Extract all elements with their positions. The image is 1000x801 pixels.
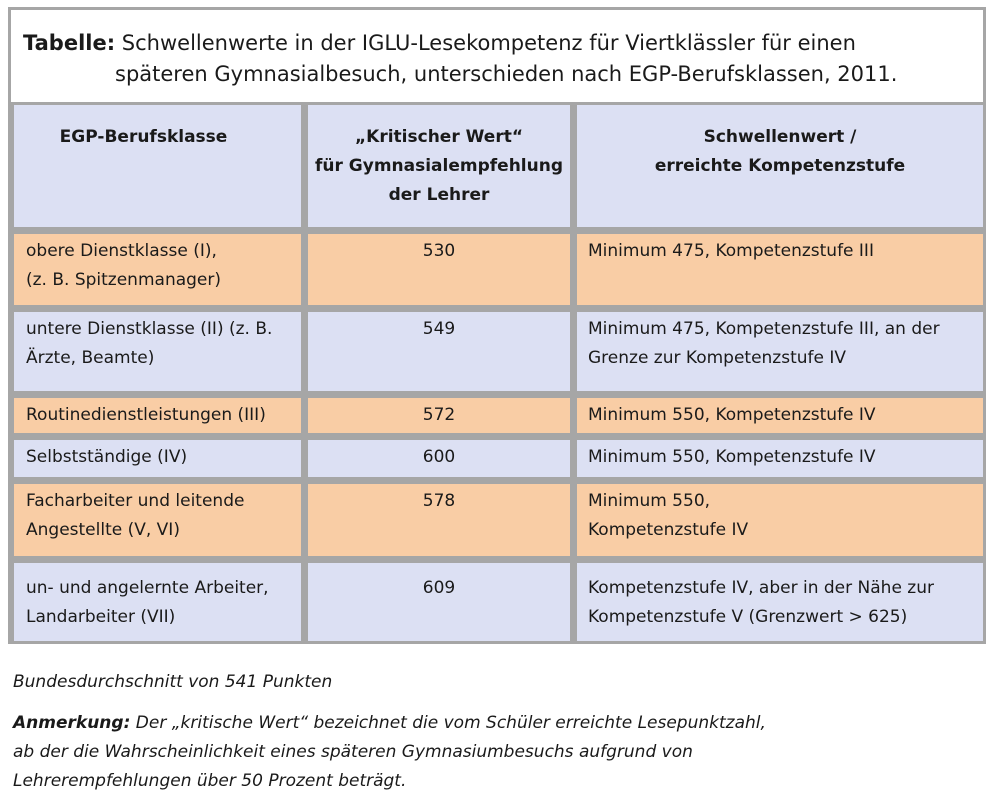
table-row-3-schwelle (577, 398, 983, 433)
cell-line: untere Dienstklasse (II) (z. B. (26, 319, 273, 339)
table-row-1-wert: 530 (308, 234, 570, 305)
cell-line: Angestellte (V, VI) (26, 520, 180, 540)
cell-line: Minimum 550, (588, 491, 711, 511)
caption-text-line2: späteren Gymnasialbesuch, unterschieden nach EGP-Berufsklassen, 2011. (115, 62, 898, 86)
table-row-4-klasse (14, 440, 301, 477)
cell-line: Minimum 550, Kompetenzstufe IV (588, 447, 876, 467)
table-row-2-wert: 549 (308, 312, 570, 391)
table-row-6-schwelle (577, 563, 983, 641)
cell-line: Selbstständige (IV) (26, 447, 188, 467)
table-caption (23, 28, 973, 90)
header-line: „Kritischer Wert“ (355, 127, 523, 147)
table-row-3-wert: 572 (308, 398, 570, 433)
header-cell-schwellenwert (577, 105, 983, 227)
table-row-6-klasse (14, 563, 301, 641)
table-row-6-wert: 609 (308, 563, 570, 641)
table-row-4-schwelle (577, 440, 983, 477)
cell-line: Kompetenzstufe IV (588, 520, 749, 540)
cell-line: (z. B. Spitzenmanager) (26, 270, 222, 290)
remark-note (13, 709, 766, 796)
remark-line-2: ab der die Wahrscheinlichkeit eines späteren Gymnasiumbesuchs aufgrund von (13, 742, 693, 762)
table-row-2-klasse (14, 312, 301, 391)
header-line: EGP-Berufsklasse (59, 127, 228, 147)
cell-line: Routinedienstleistungen (III) (26, 405, 266, 425)
cell-line: obere Dienstklasse (I), (26, 241, 217, 261)
remark-line-1: Der „kritische Wert“ bezeichnet die vom Schüler erreichte Lesepunktzahl, (135, 713, 766, 733)
remark-label: Anmerkung: (13, 713, 131, 733)
cell-line: Grenze zur Kompetenzstufe IV (588, 348, 847, 368)
data-table (11, 102, 983, 641)
cell-line: Landarbeiter (VII) (26, 607, 176, 627)
header-cell-berufsklasse (14, 105, 301, 227)
header-line: Schwellenwert / (703, 127, 857, 147)
average-note: Bundesdurchschnitt von 541 Punkten (13, 672, 333, 692)
table-row-1-schwelle (577, 234, 983, 305)
cell-line: Minimum 475, Kompetenzstufe III, an der (588, 319, 940, 339)
header-line: für Gymnasialempfehlung (314, 156, 563, 176)
remark-line-3: Lehrerempfehlungen über 50 Prozent beträgt. (13, 771, 407, 791)
table-row-5-wert: 578 (308, 484, 570, 556)
header-line: erreichte Kompetenzstufe (654, 156, 906, 176)
cell-line: Facharbeiter und leitende (26, 491, 245, 511)
cell-line: Ärzte, Beamte) (26, 348, 155, 368)
caption-text-line1: Schwellenwerte in der IGLU-Lesekompetenz für Viertklässler für einen (121, 31, 856, 55)
table-frame (8, 7, 986, 644)
caption-label: Tabelle: (23, 31, 116, 55)
table-row-1-klasse (14, 234, 301, 305)
table-row-5-schwelle (577, 484, 983, 556)
cell-line: un- und angelernte Arbeiter, (26, 578, 269, 598)
table-row-4-wert: 600 (308, 440, 570, 477)
cell-line: Kompetenzstufe IV, aber in der Nähe zur (588, 578, 934, 598)
header-line: der Lehrer (388, 185, 490, 205)
cell-line: Kompetenzstufe V (Grenzwert > 625) (588, 607, 908, 627)
cell-line: Minimum 475, Kompetenzstufe III (588, 241, 874, 261)
table-row-5-klasse (14, 484, 301, 556)
table-row-2-schwelle (577, 312, 983, 391)
header-cell-kritischer-wert (308, 105, 570, 227)
table-row-3-klasse (14, 398, 301, 433)
cell-line: Minimum 550, Kompetenzstufe IV (588, 405, 876, 425)
